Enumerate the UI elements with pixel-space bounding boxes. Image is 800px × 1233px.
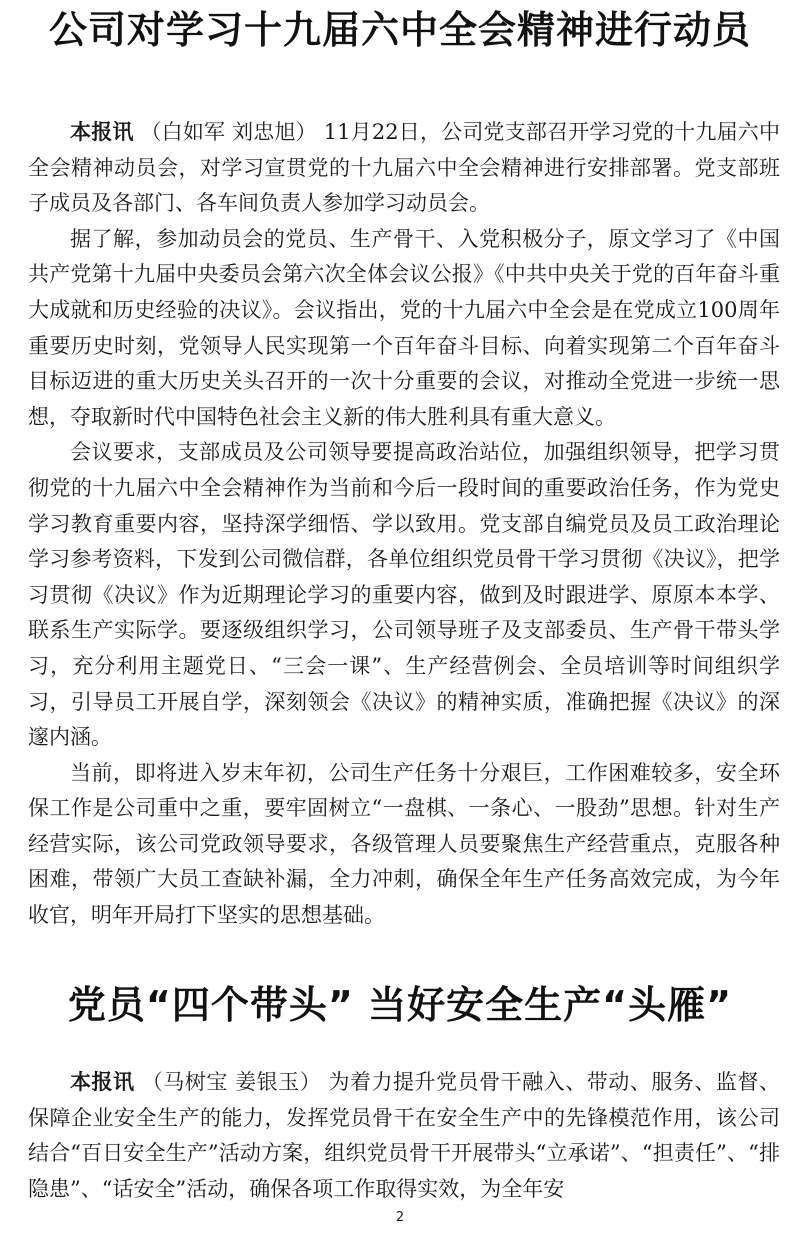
article-2-lead-label: 本报讯	[70, 1070, 135, 1094]
page-number: 2	[395, 1210, 405, 1225]
article-2-headline: 党员“四个带头” 当好安全生产“头雁”	[67, 983, 733, 1027]
article-1-paragraph-text: 11月22日，公司党支部召开学习党的十九届六中全会精神动员会，对学习宣贯党的十九届六中全会精神进行安排部署。党支部班子成员及各部门、各车间负责人参加学习动员会。	[28, 120, 780, 216]
article-1-paragraph: 会议要求，支部成员及公司领导要提高政治站位，加强组织领导，把学习贯彻党的十九届六中全会精神作为当前和今后一段时间的重要政治任务，作为党史学习教育重要内容，坚持深学细悟、学以致用。党支部自编党员及员工政治理论学习参考资料，下发到公司微信群，各单位组织党员骨干学习贯彻《决议》，把学习贯彻《决议》作为近期理论学习的重要内容，做到及时跟进学、原原本本学、联系生产实际学。要逐级组织学习，公司领导班子及支部委员、生产骨干带头学习，充分利用主题党日、“三会一课”、生产经营例会、全员培训等时间组织学习，引导员工开展自学，深刻领会《决议》的精神实质，准确把握《决议》的深邃内涵。	[28, 440, 780, 750]
article-2-byline: （马树宝 姜银玉）	[141, 1070, 322, 1094]
article-2-paragraph	[28, 1065, 780, 1207]
article-1-paragraph: 当前，即将进入岁末年初，公司生产任务十分艰巨，工作困难较多，安全环保工作是公司重中之重，要牢固树立“一盘棋、一条心、一股劲”思想。针对生产经营实际，该公司党政领导要求，各级管理人员要聚焦生产经营重点，克服各种困难，带领广大员工查缺补漏，全力冲刺，确保全年生产任务高效完成，为今年收官，明年开局打下坚实的思想基础。	[28, 760, 780, 928]
article-1-body	[28, 115, 780, 934]
article-2-body	[28, 1065, 780, 1207]
article-1-byline: （白如军 刘忠旭）	[140, 120, 317, 144]
article-1-paragraph: 据了解，参加动员会的党员、生产骨干、入党积极分子，原文学习了《中国共产党第十九届中央委员会第六次全体会议公报》《中共中央关于党的百年奋斗重大成就和历史经验的决议》。会议指出，党的十九届六中全会是在党成立100周年重要历史时刻，党领导人民实现第一个百年奋斗目标、向着实现第二个百年奋斗目标迈进的重大历史关头召开的一次十分重要的会议，对推动全党进一步统一思想，夺取新时代中国特色社会主义新的伟大胜利具有重大意义。	[28, 226, 780, 429]
article-2-paragraph-text: 为着力提升党员骨干融入、带动、服务、监督、保障企业安全生产的能力，发挥党员骨干在安全生产中的先锋模范作用，该公司结合“百日安全生产”活动方案，组织党员骨干开展带头“立承诺”、“担责任”、“排隐患”、“话安全”活动，确保各项工作取得实效，为全年安	[28, 1070, 780, 1201]
article-1-headline: 公司对学习十九届六中全会精神进行动员	[48, 8, 751, 52]
article-1-lead-label: 本报讯	[70, 120, 134, 144]
article-1-paragraph	[28, 115, 780, 222]
